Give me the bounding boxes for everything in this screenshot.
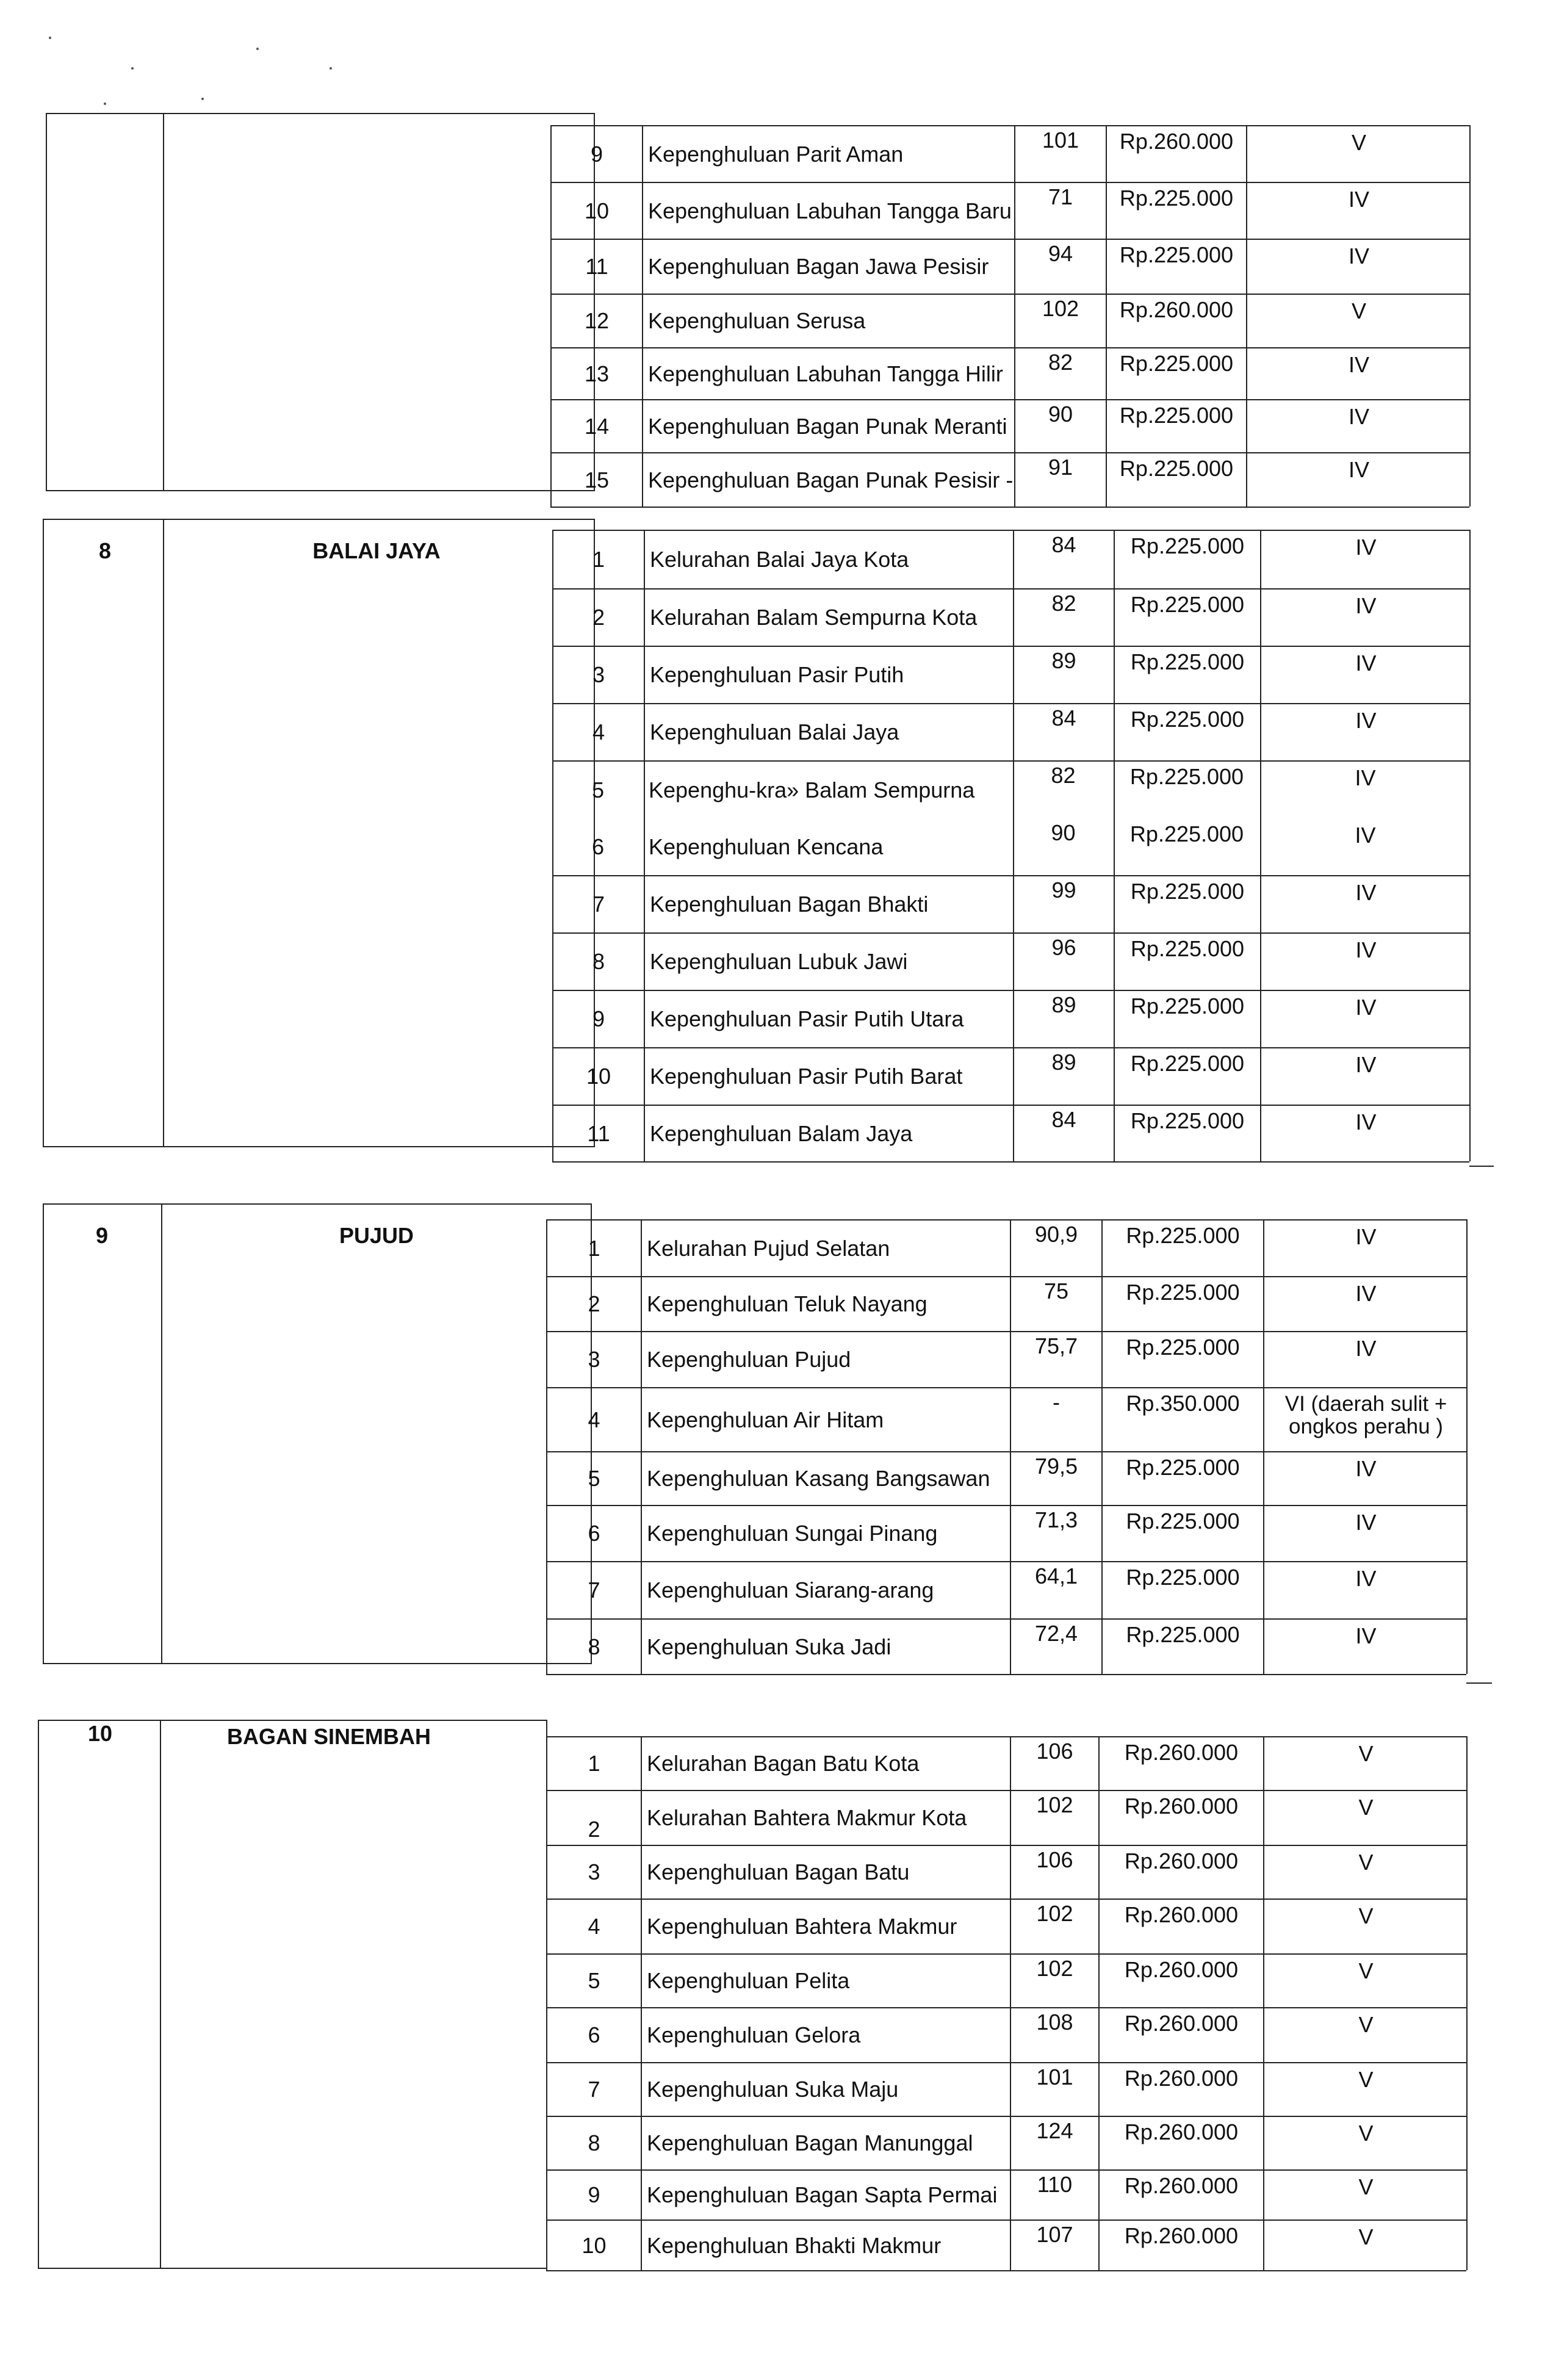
scan-speck xyxy=(330,67,332,70)
row-number: 1 xyxy=(546,1221,641,1276)
table-row xyxy=(546,1620,1466,1675)
village-name: Kelurahan Balam Sempurna Kota xyxy=(644,590,1013,646)
amount-cell: Rp.260.000 xyxy=(1106,126,1246,182)
village-name: Kepenghuluan Bagan Punak Pesisir - xyxy=(642,453,1014,507)
amount-cell: Rp.260.000 xyxy=(1098,2063,1263,2116)
village-name: Kepenghuluan Sungai Pinang xyxy=(641,1506,1010,1561)
value-cell: 90 xyxy=(1051,820,1076,845)
class-cell: IV xyxy=(1260,1106,1471,1161)
class-cell: IV xyxy=(1246,348,1471,399)
value-cell: 102 xyxy=(1010,1791,1098,1845)
table-row xyxy=(552,590,1469,647)
value-cell: 124 xyxy=(1010,2117,1098,2169)
value-cell: 102 xyxy=(1010,1955,1098,2007)
village-name: Kepenghuluan Air Hitam xyxy=(641,1388,1010,1451)
table-row xyxy=(546,1791,1466,1846)
village-name: Kepenghuluan Bagan Bhakti xyxy=(644,876,1013,932)
value-cell: 75,7 xyxy=(1010,1332,1101,1387)
village-name: Kepenghuluan Balai Jaya xyxy=(644,704,1013,760)
class-cell: V xyxy=(1263,2221,1468,2270)
value-cell: 90,9 xyxy=(1010,1221,1101,1276)
row-number: 9 xyxy=(550,126,642,182)
class-cell: IV xyxy=(1260,934,1471,990)
class-cell: IV xyxy=(1260,531,1471,588)
village-name: Kepenghuluan Bahtera Makmur xyxy=(641,1900,1010,1953)
village-name: Kepenghuluan Suka Maju xyxy=(641,2063,1010,2116)
section-block xyxy=(38,1720,547,2269)
row-number: 6 xyxy=(546,1506,641,1561)
table-row xyxy=(550,183,1469,240)
row-number: 7 xyxy=(552,876,644,932)
village-name: Kepenghuluan Gelora xyxy=(641,2008,1010,2062)
value-cell: 106 xyxy=(1010,1846,1098,1899)
value-cell: 82 xyxy=(1051,763,1076,788)
amount-cell: Rp.260.000 xyxy=(1098,1737,1263,1790)
amount-cell: Rp.260.000 xyxy=(1098,2117,1263,2169)
class-cell: IV xyxy=(1263,1620,1468,1674)
table-row xyxy=(552,819,1469,876)
row-number: 11 xyxy=(550,240,642,294)
table-row xyxy=(546,1846,1466,1900)
row-number: 8 xyxy=(546,1620,641,1674)
village-name: Kepenghuluan Bagan Jawa Pesisir xyxy=(642,240,1014,294)
table-row xyxy=(550,240,1469,295)
amount-cell: Rp.225.000 xyxy=(1106,453,1246,507)
village-name: Kelurahan Bahtera Makmur Kota xyxy=(641,1791,1010,1845)
table-row xyxy=(546,1277,1466,1332)
value-cell: 91 xyxy=(1014,453,1106,507)
village-table xyxy=(552,530,1471,1161)
value-cell: 89 xyxy=(1013,991,1114,1047)
district-name: BALAI JAYA xyxy=(312,538,441,563)
class-cell: V xyxy=(1263,1737,1468,1790)
value-cell: 82 xyxy=(1014,348,1106,399)
village-name: Kepenghuluan Kencana xyxy=(649,834,884,859)
table-row xyxy=(550,348,1469,400)
class-cell: IV xyxy=(1263,1506,1468,1561)
amount-cell: Rp.225.000 xyxy=(1101,1506,1263,1561)
value-cell: 108 xyxy=(1010,2008,1098,2062)
village-name: Kepenghuluan Siarang-arang xyxy=(641,1562,1010,1618)
value-cell: - xyxy=(1010,1388,1101,1451)
table-row xyxy=(550,453,1469,508)
value-cell: 102 xyxy=(1014,295,1106,347)
district-number: 10 xyxy=(87,1721,113,1746)
row-number: 14 xyxy=(550,400,642,452)
row-number: 5 xyxy=(546,1955,641,2007)
value-cell: 75 xyxy=(1010,1277,1101,1331)
value-cell: 71 xyxy=(1014,183,1106,239)
row-number: 7 xyxy=(546,1562,641,1618)
value-cell: 84 xyxy=(1013,531,1114,588)
village-name: Kepenghuluan Bagan Punak Meranti xyxy=(642,400,1014,452)
table-row xyxy=(552,531,1469,590)
table-row xyxy=(546,1737,1466,1791)
class-cell: V xyxy=(1263,2063,1468,2116)
class-cell: IV xyxy=(1260,647,1471,703)
amount-cell: Rp.225.000 xyxy=(1114,1106,1260,1161)
section-block xyxy=(43,1203,592,1664)
class-cell: V xyxy=(1263,2008,1468,2062)
village-table xyxy=(550,125,1471,507)
class-cell: IV xyxy=(1355,765,1376,790)
value-cell: 94 xyxy=(1014,240,1106,294)
value-cell: 101 xyxy=(1014,126,1106,182)
amount-cell: Rp.225.000 xyxy=(1106,240,1246,294)
row-number: 10 xyxy=(552,1048,644,1105)
row-number: 5 xyxy=(546,1452,641,1505)
village-name: Kelurahan Pujud Selatan xyxy=(641,1221,1010,1276)
table-edge-line xyxy=(1469,1166,1494,1167)
amount-cell: Rp.260.000 xyxy=(1098,1955,1263,2007)
class-cell: V xyxy=(1263,1955,1468,2007)
village-name: Kepenghuluan Bhakti Makmur xyxy=(641,2221,1010,2270)
table-row xyxy=(546,1332,1466,1388)
village-name: Kepenghuluan Bagan Batu xyxy=(641,1846,1010,1899)
village-name: Kepenghuluan Pasir Putih xyxy=(644,647,1013,703)
value-cell: 71,3 xyxy=(1010,1506,1101,1561)
table-row xyxy=(546,1388,1466,1452)
amount-cell: Rp.225.000 xyxy=(1114,704,1260,760)
village-name: Kepenghuluan Bagan Sapta Permai xyxy=(641,2171,1010,2220)
table-row xyxy=(552,876,1469,934)
class-cell: V xyxy=(1246,126,1471,182)
amount-cell: Rp.350.000 xyxy=(1101,1388,1263,1451)
class-cell: IV xyxy=(1246,400,1471,452)
amount-cell: Rp.260.000 xyxy=(1098,1791,1263,1845)
row-number: 10 xyxy=(546,2221,641,2270)
table-row xyxy=(550,126,1469,183)
village-name: Kepenghuluan Pasir Putih Utara xyxy=(644,991,1013,1047)
table-row xyxy=(552,1048,1469,1106)
amount-cell: Rp.225.000 xyxy=(1114,1048,1260,1105)
amount-cell: Rp.225.000 xyxy=(1106,348,1246,399)
class-cell: IV xyxy=(1263,1562,1468,1618)
value-cell: 96 xyxy=(1013,934,1114,990)
table-row xyxy=(546,2008,1466,2063)
village-name: Kepenghuluan Balam Jaya xyxy=(644,1106,1013,1161)
row-number: 15 xyxy=(550,453,642,507)
village-table xyxy=(546,1219,1468,1674)
row-number: 4 xyxy=(546,1900,641,1953)
village-name: Kepenghuluan Pujud xyxy=(641,1332,1010,1387)
value-cell: 107 xyxy=(1010,2221,1098,2270)
table-edge-line xyxy=(1466,1682,1492,1684)
class-cell: IV xyxy=(1260,590,1471,646)
district-number: 8 xyxy=(98,538,112,563)
district-name: PUJUD xyxy=(339,1223,414,1248)
village-name: Kepenghuluan Suka Jadi xyxy=(641,1620,1010,1674)
amount-cell: Rp.225.000 xyxy=(1114,991,1260,1047)
village-name: Kepenghuluan Parit Aman xyxy=(642,126,1014,182)
village-name: Kepenghuluan Serusa xyxy=(642,295,1014,347)
column-divider xyxy=(161,1205,162,1663)
amount-cell: Rp.225.000 xyxy=(1129,821,1244,846)
class-cell: IV xyxy=(1263,1221,1468,1276)
amount-cell: Rp.260.000 xyxy=(1098,2221,1263,2270)
table-row xyxy=(546,2171,1466,2221)
district-number: 9 xyxy=(95,1223,109,1248)
village-name: Kelurahan Bagan Batu Kota xyxy=(641,1737,1010,1790)
column-divider xyxy=(160,1721,161,2268)
column-divider xyxy=(163,114,164,490)
row-number: 3 xyxy=(546,1846,641,1899)
class-cell: IV xyxy=(1246,183,1471,239)
village-name: Kepenghu-kra» Balam Sempurna xyxy=(649,777,975,802)
village-table xyxy=(546,1736,1468,2270)
row-number: 1 xyxy=(546,1737,641,1790)
table-row xyxy=(552,762,1469,819)
amount-cell: Rp.260.000 xyxy=(1098,1900,1263,1953)
amount-cell: Rp.225.000 xyxy=(1114,590,1260,646)
class-cell: V xyxy=(1263,1791,1468,1845)
value-cell: 72,4 xyxy=(1010,1620,1101,1674)
amount-cell: Rp.225.000 xyxy=(1106,400,1246,452)
value-cell: 102 xyxy=(1010,1900,1098,1953)
class-cell: IV xyxy=(1260,1048,1471,1105)
class-cell: IV xyxy=(1246,240,1471,294)
table-row xyxy=(552,704,1469,762)
scan-speck xyxy=(49,37,51,39)
amount-cell: Rp.260.000 xyxy=(1098,1846,1263,1899)
row-number: 6 xyxy=(546,2008,641,2062)
value-cell: 84 xyxy=(1013,704,1114,760)
row-number: 4 xyxy=(552,704,644,760)
table-row xyxy=(546,2063,1466,2117)
village-name: Kepenghuluan Pasir Putih Barat xyxy=(644,1048,1013,1105)
value-cell: 89 xyxy=(1013,647,1114,703)
class-cell: IV xyxy=(1355,823,1376,848)
section-block xyxy=(43,519,595,1147)
table-row xyxy=(546,1221,1466,1277)
value-cell: 82 xyxy=(1013,590,1114,646)
village-name: Kepenghuluan Kasang Bangsawan xyxy=(641,1452,1010,1505)
row-number: 11 xyxy=(552,1106,644,1161)
class-cell: IV xyxy=(1260,991,1471,1047)
row-number: 2 xyxy=(546,1791,641,1845)
class-cell: V xyxy=(1263,1846,1468,1899)
class-cell: V xyxy=(1263,2117,1468,2169)
row-number: 12 xyxy=(550,295,642,347)
value-cell: 110 xyxy=(1010,2171,1098,2220)
amount-cell: Rp.260.000 xyxy=(1106,295,1246,347)
amount-cell: Rp.225.000 xyxy=(1101,1221,1263,1276)
class-cell: IV xyxy=(1260,704,1471,760)
row-number: 6 xyxy=(591,834,605,859)
district-name: BAGAN SINEMBAH xyxy=(226,1724,431,1749)
table-row xyxy=(546,1452,1466,1506)
row-number: 2 xyxy=(546,1277,641,1331)
value-cell: 79,5 xyxy=(1010,1452,1101,1505)
value-cell: 84 xyxy=(1013,1106,1114,1161)
table-row xyxy=(552,934,1469,991)
row-number: 9 xyxy=(552,991,644,1047)
class-cell: IV xyxy=(1260,876,1471,932)
class-cell: IV xyxy=(1246,453,1471,507)
scan-speck xyxy=(201,98,204,100)
value-cell: 64,1 xyxy=(1010,1562,1101,1618)
amount-cell: Rp.260.000 xyxy=(1098,2171,1263,2220)
column-divider xyxy=(163,520,164,1146)
row-number: 3 xyxy=(546,1332,641,1387)
class-cell: VI (daerah sulit + ongkos perahu ) xyxy=(1263,1388,1468,1451)
row-number: 9 xyxy=(546,2171,641,2220)
amount-cell: Rp.225.000 xyxy=(1114,934,1260,990)
row-number: 2 xyxy=(552,590,644,646)
row-number: 8 xyxy=(552,934,644,990)
amount-cell: Rp.225.000 xyxy=(1101,1620,1263,1674)
village-name: Kepenghuluan Labuhan Tangga Baru xyxy=(642,183,1014,239)
amount-cell: Rp.225.000 xyxy=(1101,1332,1263,1387)
table-row xyxy=(546,1955,1466,2008)
village-name: Kepenghuluan Pelita xyxy=(641,1955,1010,2007)
class-cell: IV xyxy=(1263,1452,1468,1505)
class-cell: V xyxy=(1263,1900,1468,1953)
table-row xyxy=(546,1506,1466,1562)
table-row xyxy=(550,295,1469,348)
amount-cell: Rp.225.000 xyxy=(1114,531,1260,588)
class-cell: V xyxy=(1263,2171,1468,2220)
table-row xyxy=(546,1562,1466,1620)
amount-cell: Rp.225.000 xyxy=(1101,1452,1263,1505)
value-cell: 89 xyxy=(1013,1048,1114,1105)
row-number: 5 xyxy=(591,777,605,802)
village-name: Kepenghuluan Lubuk Jawi xyxy=(644,934,1013,990)
row-number: 3 xyxy=(552,647,644,703)
row-number: 8 xyxy=(546,2117,641,2169)
village-name: Kepenghuluan Bagan Manunggal xyxy=(641,2117,1010,2169)
amount-cell: Rp.260.000 xyxy=(1098,2008,1263,2062)
village-name: Kelurahan Balai Jaya Kota xyxy=(644,531,1013,588)
class-cell: V xyxy=(1246,295,1471,347)
row-number: 13 xyxy=(550,348,642,399)
amount-cell: Rp.225.000 xyxy=(1129,764,1244,789)
value-cell: 106 xyxy=(1010,1737,1098,1790)
value-cell: 101 xyxy=(1010,2063,1098,2116)
village-name: Kepenghuluan Labuhan Tangga Hilir xyxy=(642,348,1014,399)
amount-cell: Rp.225.000 xyxy=(1106,183,1246,239)
row-number: 7 xyxy=(546,2063,641,2116)
amount-cell: Rp.225.000 xyxy=(1114,876,1260,932)
amount-cell: Rp.225.000 xyxy=(1101,1562,1263,1618)
row-number: 10 xyxy=(550,183,642,239)
value-cell: 90 xyxy=(1014,400,1106,452)
value-cell: 99 xyxy=(1013,876,1114,932)
amount-cell: Rp.225.000 xyxy=(1114,647,1260,703)
village-name: Kepenghuluan Teluk Nayang xyxy=(641,1277,1010,1331)
scan-speck xyxy=(131,67,134,70)
table-row xyxy=(546,2117,1466,2171)
table-row xyxy=(550,400,1469,453)
scan-speck xyxy=(104,103,106,105)
table-row xyxy=(552,1106,1469,1163)
row-number: 4 xyxy=(546,1388,641,1451)
scan-speck xyxy=(256,48,259,50)
amount-cell: Rp.225.000 xyxy=(1101,1277,1263,1331)
class-cell: IV xyxy=(1263,1332,1468,1387)
table-row xyxy=(546,1900,1466,1955)
section-block xyxy=(46,113,595,491)
table-row xyxy=(552,991,1469,1048)
row-number: 1 xyxy=(552,531,644,588)
table-row xyxy=(546,2221,1466,2271)
class-cell: IV xyxy=(1263,1277,1468,1331)
table-row xyxy=(552,647,1469,704)
